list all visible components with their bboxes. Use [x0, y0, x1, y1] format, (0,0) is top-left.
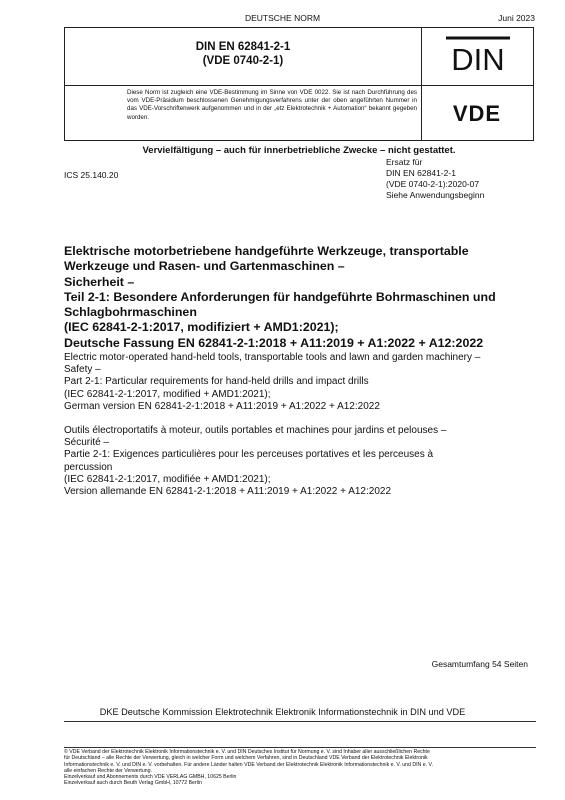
publication-date: Juni 2023	[498, 13, 535, 23]
header-box-divider-vertical	[421, 28, 422, 140]
title-fr-line: Version allemande EN 62841-2-1:2018 + A11:2019 + A1:2022 + A12:2022	[64, 486, 392, 498]
title-fr-line: percussion	[64, 461, 113, 473]
copyright-line: alle einfachen Rechte der Verwertung.	[64, 767, 152, 774]
din-logo-text: DIN	[451, 42, 505, 76]
title-en-line: Part 2-1: Particular requirements for hand-held drills and impact drills	[64, 376, 369, 388]
title-german	[64, 244, 539, 351]
copyright-notice	[64, 747, 536, 787]
vde-logo: VDE	[452, 101, 502, 126]
title-en-line: Electric motor-operated hand-held tools, transportable tools and lawn and garden machinery –	[64, 352, 481, 363]
footer-divider	[64, 721, 536, 722]
title-de-line: (IEC 62841-2-1:2017, modifiziert + AMD1:2021);	[64, 320, 339, 335]
title-de-line: Schlagbohrmaschinen	[64, 305, 197, 320]
copyright-line: für Deutschland – alle Rechte der Verwertung, gleich in welcher Form und welchem Verfahren, sind in Deutschland VDE Verband der Elektrotechnik Elektronik	[64, 755, 428, 762]
header-box	[64, 27, 534, 141]
title-en-line: Safety –	[64, 364, 101, 376]
total-pages: Gesamtumfang 54 Seiten	[431, 659, 528, 669]
reproduction-notice: Vervielfältigung – auch für innerbetriebliche Zwecke – nicht gestattet.	[142, 145, 456, 156]
title-de-line: Teil 2-1: Besondere Anforderungen für handgeführte Bohrmaschinen und	[64, 289, 496, 304]
replacement-line-4: Siehe Anwendungsbeginn	[386, 190, 485, 200]
standard-number-block	[65, 40, 421, 68]
vde-note: Diese Norm ist zugleich eine VDE-Bestimmung im Sinne von VDE 0022. Sie ist nach Durchführung des vom VDE-Präsidium beschlossenen Genehmigungsverfahrens unter der oben angeführten Nummer in das VDE-Vorschriftenwerk aufgenommen und in der „etz Elektrotechnik + Automation“ bekannt gegeben worden.	[127, 89, 417, 121]
copyright-line: Informationstechnik e. V. und DIN e. V. vorbehalten. Für andere Länder halten VDE Verband der Elektrotechnik Elektronik Informationstechnik e. V. und DIN e. V.	[64, 761, 433, 768]
replacement-line-2: DIN EN 62841-2-1	[386, 168, 456, 178]
replacement-info	[386, 157, 484, 201]
title-en-line: German version EN 62841-2-1:2018 + A11:2019 + A1:2022 + A12:2022	[64, 400, 380, 412]
title-de-line: Sicherheit –	[64, 274, 135, 289]
title-english	[64, 352, 539, 413]
dke-line: DKE Deutsche Kommission Elektrotechnik Elektronik Informationstechnik in DIN und VDE	[99, 707, 466, 717]
title-de-line: Werkzeuge und Rasen- und Gartenmaschinen –	[64, 259, 345, 274]
replacement-line-3: (VDE 0740-2-1):2020-07	[386, 179, 480, 189]
copyright-line: Einzelverkauf und Abonnements durch VDE VERLAG GMBH, 10625 Berlin	[64, 774, 237, 781]
copyright-line: © VDE Verband der Elektrotechnik Elektronik Informationstechnik e. V. und DIN Deutsches Institut für Normung e. V. sind Inhaber aller ausschließlichen Rechte	[64, 749, 430, 755]
title-fr-line: (IEC 62841-2-1:2017, modifiée + AMD1:2021);	[64, 473, 271, 485]
copyright-line: Einzelverkauf auch durch Beuth Verlag GmbH, 10772 Berlin	[64, 780, 202, 787]
title-fr-line: Partie 2-1: Exigences particulières pour les perceuses portatives et les perceuses à	[64, 449, 434, 461]
standard-number: DIN EN 62841-2-1	[195, 41, 291, 53]
vde-number: (VDE 0740-2-1)	[202, 55, 284, 67]
ics-code: ICS 25.140.20	[64, 170, 119, 180]
header-box-divider-horizontal	[65, 85, 533, 86]
din-logo	[438, 36, 518, 76]
title-de-line: Elektrische motorbetriebene handgeführte Werkzeuge, transportable	[64, 244, 469, 258]
title-french	[64, 425, 539, 498]
title-fr-line: Sécurité –	[64, 437, 110, 449]
title-en-line: (IEC 62841-2-1:2017, modified + AMD1:2021);	[64, 388, 271, 400]
document-series: DEUTSCHE NORM	[244, 13, 321, 23]
title-de-line: Deutsche Fassung EN 62841-2-1:2018 + A11:2019 + A1:2022 + A12:2022	[64, 335, 484, 350]
title-fr-line: Outils électroportatifs à moteur, outils portables et machines pour jardins et pelouses –	[64, 425, 447, 436]
replacement-line-1: Ersatz für	[386, 157, 423, 167]
